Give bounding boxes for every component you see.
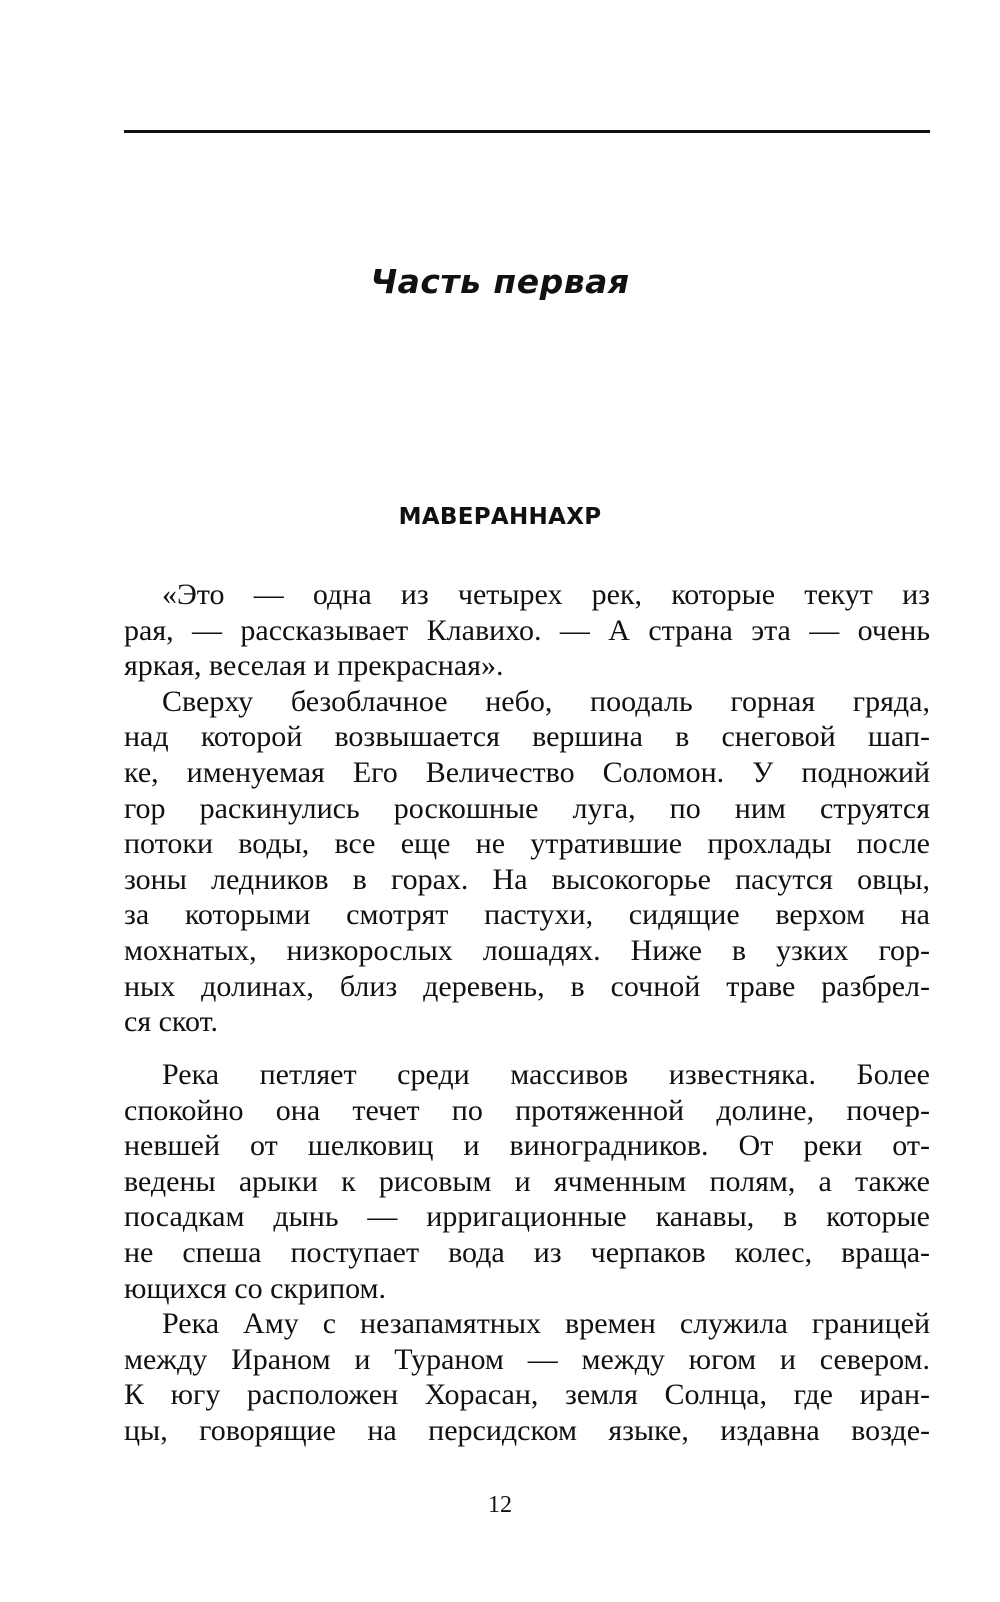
text-line: ных долинах, близ деревень, в сочной траве разбрел- xyxy=(124,969,930,1003)
text-line: посадкам дынь — ирригационные канавы, в которые xyxy=(124,1200,930,1234)
text-line: ведены арыки к рисовым и ячменным полям, а также xyxy=(124,1164,930,1198)
paragraph-river xyxy=(124,1057,930,1306)
text-line: Река петляет среди массивов известняка. Более xyxy=(162,1058,930,1091)
top-rule-divider xyxy=(124,130,930,133)
text-block-1 xyxy=(124,577,930,1040)
text-line: над которой возвышается вершина в снеговой шап- xyxy=(124,720,930,754)
text-line: спокойно она течет по протяженной долине, почер- xyxy=(124,1093,930,1127)
text-line: Река Аму с незапамятных времен служила границей xyxy=(162,1307,930,1341)
page-number: 12 xyxy=(488,1492,512,1518)
part-title: Часть первая xyxy=(370,262,630,301)
text-line: потоки воды, все еще не утратившие прохлады после xyxy=(124,827,930,861)
text-line: мохнатых, низкорослых лошадях. Ниже в узких гор- xyxy=(124,933,930,967)
text-line: ке, именуемая Его Величество Соломон. У подножий xyxy=(124,755,930,789)
text-line: Сверху безоблачное небо, поодаль горная гряда, xyxy=(162,684,930,718)
paragraph-amu-river xyxy=(124,1306,930,1448)
text-line: цы, говорящие на персидском языке, издавна возде- xyxy=(124,1413,930,1447)
text-line: яркая, веселая и прекрасная». xyxy=(124,649,504,683)
text-line: не спеша поступает вода из черпаков колес, враща- xyxy=(124,1235,930,1269)
chapter-title: МАВЕРАННАХР xyxy=(398,504,602,530)
text-line: зоны ледников в горах. На высокогорье пасутся овцы, xyxy=(124,862,930,896)
text-line: за которыми смотрят пастухи, сидящие верхом на xyxy=(124,898,930,932)
text-line: ющихся со скрипом. xyxy=(124,1271,387,1305)
text-line: между Ираном и Тураном — между югом и севером. xyxy=(124,1342,930,1376)
text-block-2 xyxy=(124,1057,930,1449)
paragraph-quote xyxy=(124,577,930,684)
text-line: ся скот. xyxy=(124,1005,218,1039)
text-line: рая, — рассказывает Клавихо. — А страна эта — очень xyxy=(124,613,930,647)
text-line: К югу расположен Хорасан, земля Солнца, где иран- xyxy=(124,1378,930,1412)
paragraph-mountains xyxy=(124,684,930,1040)
text-line: гор раскинулись роскошные луга, по ним струятся xyxy=(124,791,930,825)
text-line: «Это — одна из четырех рек, которые текут из xyxy=(162,578,930,611)
text-line: невшей от шелковиц и виноградников. От реки от- xyxy=(124,1129,930,1163)
